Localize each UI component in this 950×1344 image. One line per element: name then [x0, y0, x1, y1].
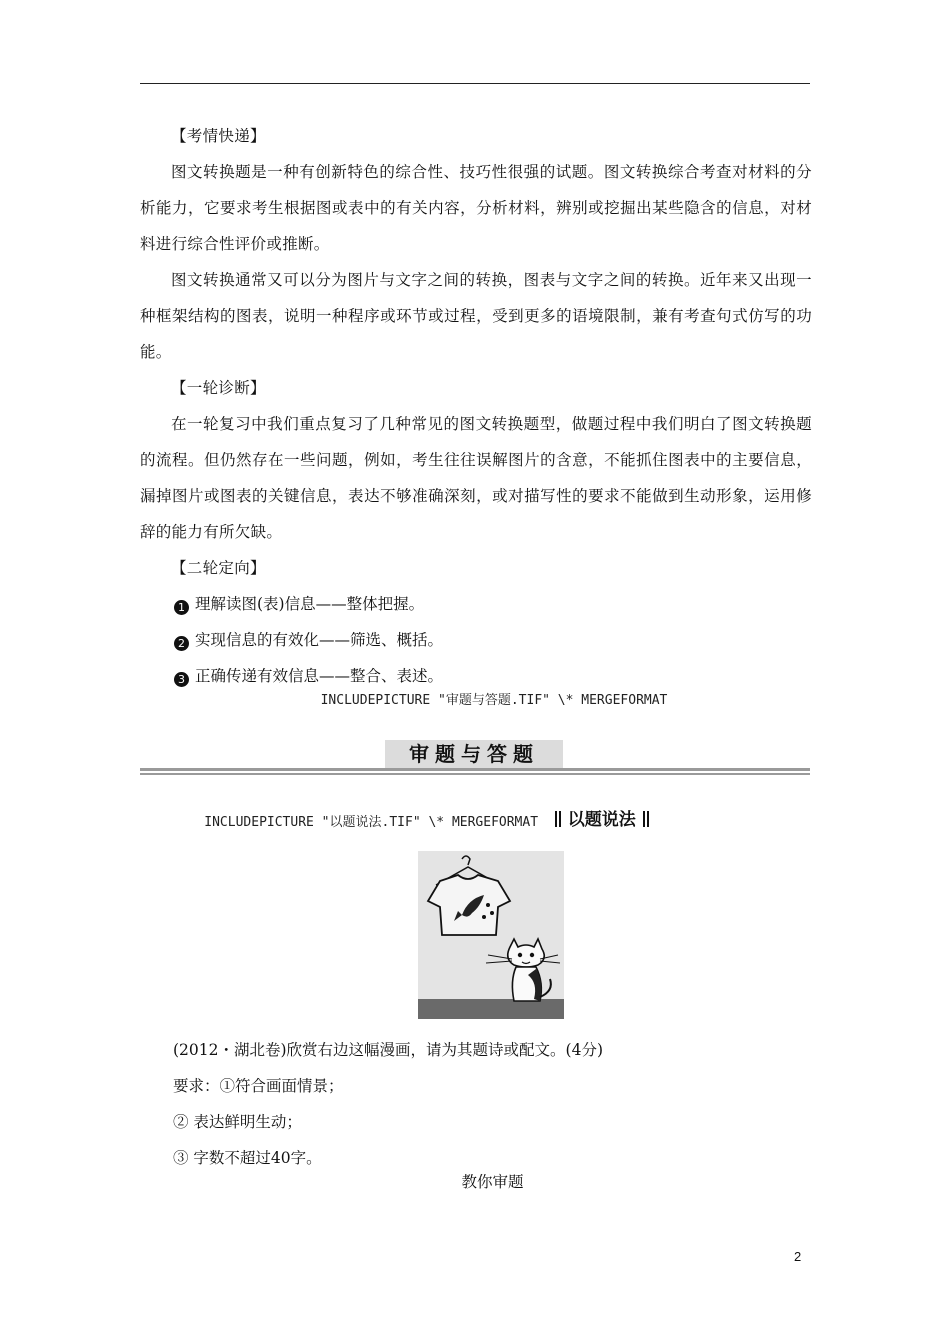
question-block	[173, 1032, 813, 1176]
paragraph: 图文转换题是一种有创新特色的综合性、技巧性很强的试题。图文转换综合考查对材料的分析能力，它要求考生根据图或表中的有关内容，分析材料，辨别或挖掘出某些隐含的信息，对材料进行综合性评价或推断。	[140, 163, 812, 253]
section-kaoqing	[140, 118, 812, 694]
page-number: 2	[794, 1249, 802, 1264]
bar-decoration	[555, 811, 557, 827]
bar-decoration	[643, 811, 645, 827]
section-heading: 【考情快递】	[171, 127, 266, 145]
header-rule	[140, 83, 810, 84]
bubble-icon	[490, 911, 494, 915]
banner-rule	[140, 768, 810, 771]
banner-title: 审题与答题	[385, 740, 563, 768]
section-heading: 【一轮诊断】	[171, 379, 266, 397]
paragraph: 图文转换通常又可以分为图片与文字之间的转换，图表与文字之间的转换。近年来又出现一种框架结构的图表，说明一种程序或环节或过程，受到更多的语境限制，兼有考查句式仿写的功能。	[140, 271, 812, 361]
yiti-label-box	[554, 805, 650, 830]
question-stem: (2012・湖北卷)欣赏右边这幅漫画，请为其题诗或配文。(4分)	[173, 1041, 603, 1059]
requirement: ② 表达鲜明生动；	[173, 1113, 302, 1131]
cat-eye	[518, 953, 522, 957]
paragraph: 在一轮复习中我们重点复习了几种常见的图文转换题型，做题过程中我们明白了图文转换题的流程。但仍然存在一些问题，例如，考生往往误解图片的含意，不能抓住图表中的主要信息，漏掉图片或图表的关键信息，表达不够准确深刻，或对描写性的要求不能做到生动形象，运用修辞的能力有所欠缺。	[140, 415, 812, 541]
yiti-label: 以题说法	[567, 810, 636, 830]
list-item	[140, 622, 812, 658]
list-item-text: 理解读图(表)信息——整体把握。	[195, 595, 425, 613]
requirement: ③ 字数不超过40字。	[173, 1149, 322, 1167]
section-heading: 【二轮定向】	[171, 559, 266, 577]
bar-decoration	[647, 811, 649, 827]
subheading: 教你审题	[461, 1173, 524, 1191]
number-badge: 3	[174, 672, 189, 687]
list-item-text: 正确传递有效信息——整合、表述。	[195, 667, 444, 685]
bubble-icon	[482, 915, 486, 919]
list-item	[140, 586, 812, 622]
cat-eye	[530, 953, 534, 957]
bubble-icon	[486, 903, 490, 907]
number-badge: 2	[174, 636, 189, 651]
cartoon-image	[418, 851, 564, 1019]
section-banner	[140, 740, 810, 778]
list-item-text: 实现信息的有效化——筛选、概括。	[195, 631, 444, 649]
cartoon-floor	[418, 999, 564, 1019]
field-code-line	[0, 805, 902, 830]
requirement: 要求：①符合画面情景；	[173, 1077, 344, 1095]
field-code: INCLUDEPICTURE "以题说法.TIF" \* MERGEFORMAT	[204, 815, 539, 830]
number-badge: 1	[174, 600, 189, 615]
field-code: INCLUDEPICTURE "审题与答题.TIF" \* MERGEFORMAT	[320, 693, 668, 708]
bar-decoration	[559, 811, 561, 827]
banner-rule	[140, 773, 810, 775]
